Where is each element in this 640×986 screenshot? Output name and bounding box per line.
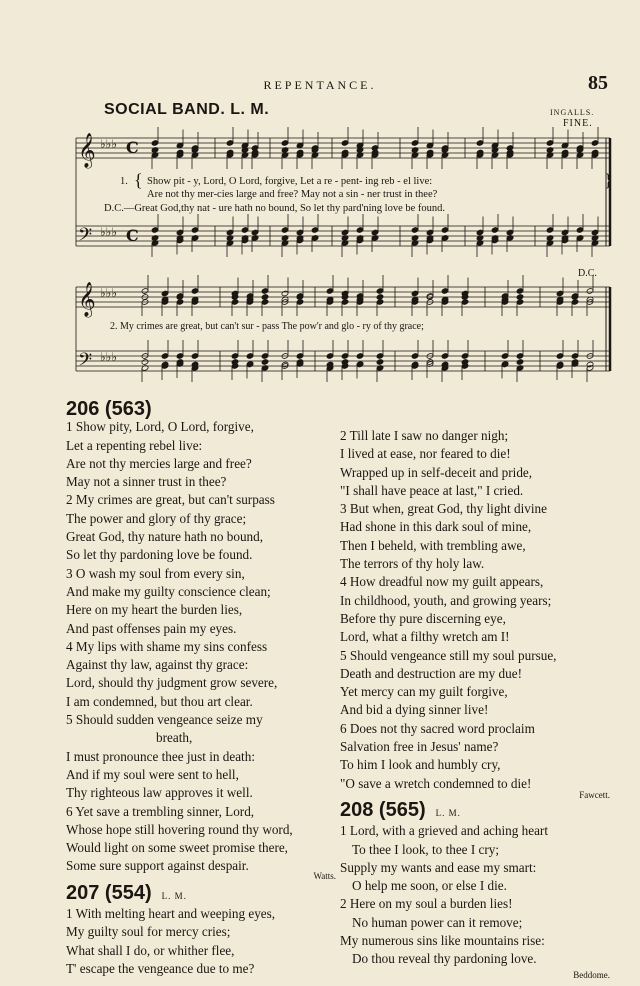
- running-header: REPENTANCE.: [263, 78, 377, 92]
- svg-text:♭♭♭: ♭♭♭: [100, 137, 117, 151]
- lyric-brace-right: }: [604, 170, 613, 190]
- svg-text:C: C: [126, 226, 139, 245]
- lyric-verse-num: 1.: [120, 176, 128, 187]
- verse-line: And make my guilty conscience clean;: [66, 583, 271, 599]
- hymn-207-verse-1: [66, 905, 336, 978]
- svg-text:𝄢: 𝄢: [78, 225, 93, 250]
- verse-line: Would light on some sweet promise there,: [66, 840, 288, 856]
- verse-line: "O save a wretch condemned to die!: [340, 775, 532, 791]
- svg-text:𝄞: 𝄞: [78, 282, 96, 317]
- verse-line: 5 Should vengeance still my soul pursue,: [340, 647, 557, 663]
- verse-line: 2 Till late I saw no danger nigh;: [340, 428, 509, 443]
- verse-line: 1 Lord, with a grieved and aching heart: [340, 823, 548, 839]
- verse-line: Death and destruction are my due!: [340, 665, 522, 681]
- verse-line: Supply my wants and ease my smart:: [340, 859, 537, 875]
- verse-line: Lord, what a filthy wretch am I!: [340, 629, 510, 645]
- tune-composer: INGALLS.: [550, 108, 595, 117]
- fine-mark: FINE.: [563, 118, 593, 129]
- svg-text:♭♭♭: ♭♭♭: [100, 350, 117, 364]
- tune-title: SOCIAL BAND. L. M.: [104, 101, 270, 118]
- hymn-207-verse-5: [340, 647, 610, 720]
- column-right: [340, 427, 610, 981]
- hymn-208-number: 208 (565): [340, 798, 426, 821]
- note-head: [261, 359, 269, 366]
- verse-line: Are not thy mercies large and free?: [66, 455, 252, 471]
- hymn-207-verse-3: [340, 500, 610, 573]
- verse-line: Against thy law, against thy grace:: [66, 657, 249, 673]
- hymn-207-verse-4: [340, 573, 610, 646]
- column-left: [66, 400, 336, 978]
- verse-line: The power and glory of thy grace;: [66, 510, 247, 526]
- page-number: 85: [588, 72, 608, 94]
- hymn-206-verse-4: [66, 638, 336, 711]
- svg-text:𝄞: 𝄞: [78, 133, 96, 168]
- verse-line: Some sure support against despair.: [66, 858, 249, 874]
- verse-line: So let thy pardoning love be found.: [66, 547, 253, 563]
- verse-line: Lord, should thy judgment grow severe,: [66, 675, 278, 691]
- verse-line: Thy righteous law approves it well.: [66, 785, 253, 801]
- lyric-line-1b: Are not thy mer-cies large and free? May not a sin - ner trust in thee?: [147, 189, 438, 200]
- hymn-206-verse-6: [66, 803, 336, 876]
- hymn-208-meter: L. M.: [435, 807, 461, 818]
- verse-line: 2 Here on my soul a burden lies!: [340, 896, 513, 912]
- lyric-line-2: 2. My crimes are great, but can't sur - pass The pow'r and glo - ry of thy grace;: [110, 321, 424, 332]
- verse-line: To thee I look, to thee I cry;: [352, 841, 500, 857]
- note-head: [376, 359, 384, 366]
- verse-line: Wrapped up in self-deceit and pride,: [340, 464, 533, 480]
- hymn-208-heading: [340, 798, 610, 822]
- verse-line: Salvation free in Jesus' name?: [340, 739, 499, 755]
- verse-line: No human power can it remove;: [352, 914, 523, 930]
- hymn-208-verse-1: [340, 822, 610, 895]
- dc-mark: D.C.: [578, 268, 597, 279]
- verse-line: 2 My crimes are great, but can't surpass: [66, 492, 275, 508]
- svg-text:𝄢: 𝄢: [78, 350, 93, 375]
- verse-line: My guilty soul for mercy cries;: [66, 924, 231, 940]
- hymn-208-author: Beddome.: [573, 969, 610, 980]
- verse-line: T' escape the vengeance due to me?: [66, 960, 255, 976]
- hymn-206-verse-5: [66, 711, 336, 802]
- lyric-brace-left: {: [134, 170, 143, 190]
- hymn-206-verse-3: [66, 565, 336, 638]
- verse-line: May not a sinner trust in thee?: [66, 474, 227, 490]
- hymn-206-verse-1: [66, 418, 336, 491]
- verse-line: 1 Show pity, Lord, O Lord, forgive,: [66, 419, 254, 435]
- hymn-207-author: Fawcett.: [579, 789, 610, 800]
- verse-line: Here on my heart the burden lies,: [66, 602, 243, 618]
- verse-line: Yet mercy can my guilt forgive,: [340, 684, 508, 700]
- hymn-206-number: 206 (563): [66, 398, 152, 420]
- verse-line: I must pronounce thee just in death:: [66, 748, 255, 764]
- verse-line: 4 My lips with shame my sins confess: [66, 638, 268, 654]
- verse-line: And past offenses pain my eyes.: [66, 620, 237, 636]
- verse-line: The terrors of thy holy law.: [340, 556, 485, 572]
- verse-line: My numerous sins like mountains rise:: [340, 933, 545, 949]
- verse-line: 6 Yet save a trembling sinner, Lord,: [66, 803, 255, 819]
- hymn-207-number: 207 (554): [66, 881, 152, 904]
- verse-line: 1 With melting heart and weeping eyes,: [66, 906, 276, 922]
- hymn-206-verse-2: [66, 491, 336, 564]
- note-head: [516, 359, 524, 366]
- verse-line: 6 Does not thy sacred word proclaim: [340, 720, 535, 736]
- verse-line: "I shall have peace at last," I cried.: [340, 482, 524, 498]
- verse-line: O help me soon, or else I die.: [352, 878, 507, 894]
- hymn-207-heading: [66, 881, 336, 905]
- verse-line: What shall I do, or whither flee,: [66, 942, 235, 958]
- svg-text:C: C: [126, 138, 139, 157]
- verse-line: Let a repenting rebel live:: [66, 437, 203, 453]
- verse-line: 3 O wash my soul from every sin,: [66, 565, 245, 581]
- lyric-line-1a: Show pit - y, Lord, O Lord, forgive, Let a re - pent- ing reb - el live:: [147, 176, 433, 187]
- music-score: [70, 120, 620, 390]
- verse-line: Do thou reveal thy pardoning love.: [352, 951, 537, 967]
- verse-line: Great God, thy nature hath no bound,: [66, 529, 264, 545]
- verse-line: I am condemned, but thou art clear.: [66, 693, 253, 709]
- note-head: [141, 359, 149, 366]
- verse-line: In childhood, youth, and growing years;: [340, 592, 552, 608]
- verse-line: Had shone in this dark soul of mine,: [340, 519, 532, 535]
- verse-line: I lived at ease, nor feared to die!: [340, 446, 511, 462]
- svg-text:♭♭♭: ♭♭♭: [100, 225, 117, 239]
- hymn-207-meter: L. M.: [161, 890, 187, 901]
- verse-line: And bid a dying sinner live!: [340, 702, 489, 718]
- svg-text:♭♭♭: ♭♭♭: [100, 286, 117, 300]
- verse-line: And if my soul were sent to hell,: [66, 766, 239, 782]
- verse-line: breath,: [156, 730, 193, 746]
- hymn-207-verse-6: [340, 720, 610, 793]
- hymn-206-author: Watts.: [313, 870, 336, 881]
- verse-line: Then I beheld, with trembling awe,: [340, 537, 526, 553]
- hymn-208-verse-2: [340, 895, 610, 968]
- verse-line: To him I look and humbly cry,: [340, 757, 501, 773]
- verse-line: Before thy pure discerning eye,: [340, 610, 506, 626]
- lyric-line-1c: D.C.—Great God,thy nat - ure hath no bound, So let thy pard'ning love be found.: [104, 203, 446, 214]
- verse-line: 3 But when, great God, thy light divine: [340, 501, 547, 517]
- verse-line: 5 Should sudden vengeance seize my: [66, 712, 263, 728]
- hymn-207-verse-2: [340, 427, 610, 500]
- verse-line: 4 How dreadful now my guilt appears,: [340, 574, 544, 590]
- verse-line: Whose hope still hovering round thy word,: [66, 821, 293, 837]
